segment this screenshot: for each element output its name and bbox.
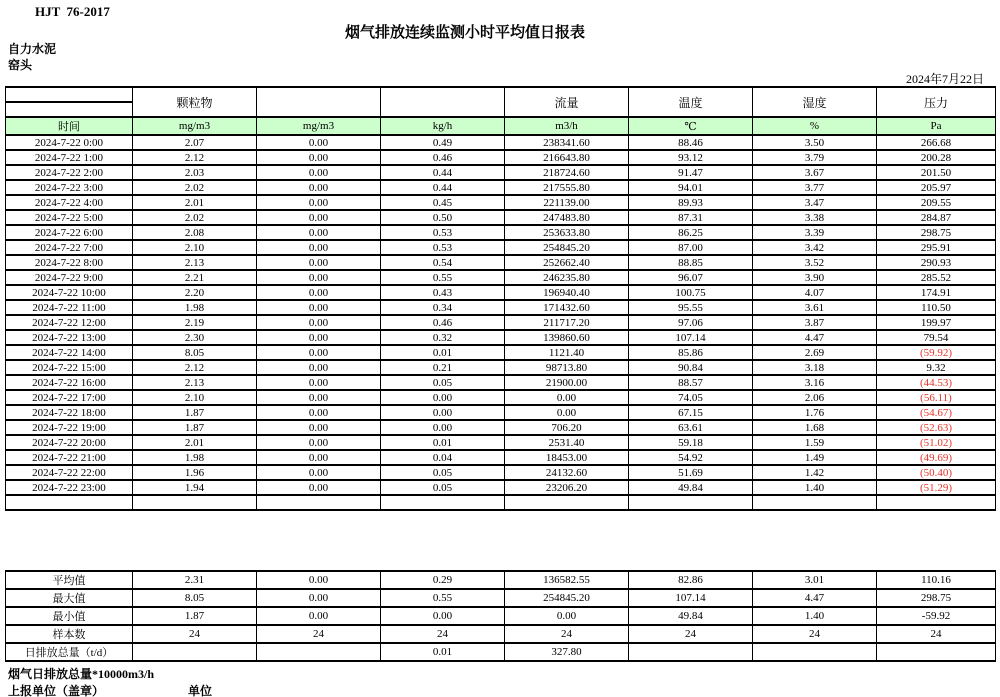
company-name: 自力水泥 <box>8 42 57 56</box>
data-cell: 0.00 <box>505 405 629 420</box>
data-cell: 2.13 <box>133 375 257 390</box>
data-cell: 253633.80 <box>505 225 629 240</box>
table-row <box>6 165 996 180</box>
summary-value-cell: 49.84 <box>629 607 753 625</box>
summary-value-cell: 110.16 <box>877 571 996 589</box>
table-row <box>6 330 996 345</box>
group-header-cell: 压力 <box>877 87 996 117</box>
summary-row <box>6 607 996 625</box>
data-cell: 0.54 <box>381 255 505 270</box>
data-cell: (49.69) <box>877 450 996 465</box>
data-cell <box>629 495 753 510</box>
summary-value-cell: 0.00 <box>381 607 505 625</box>
data-cell: 0.04 <box>381 450 505 465</box>
table-row <box>6 495 996 510</box>
group-header-cell: 湿度 <box>753 87 877 117</box>
summary-label-cell: 最小值 <box>6 607 133 625</box>
table-row <box>6 240 996 255</box>
data-cell <box>505 495 629 510</box>
data-cell: 0.00 <box>257 165 381 180</box>
summary-row <box>6 625 996 643</box>
time-cell: 2024-7-22 1:00 <box>6 150 133 165</box>
table-row <box>6 270 996 285</box>
summary-label-cell: 最大值 <box>6 589 133 607</box>
time-cell: 2024-7-22 3:00 <box>6 180 133 195</box>
unit-cell: ℃ <box>629 117 753 135</box>
summary-value-cell: 136582.55 <box>505 571 629 589</box>
data-cell: 218724.60 <box>505 165 629 180</box>
data-cell: 85.86 <box>629 345 753 360</box>
data-cell: 67.15 <box>629 405 753 420</box>
data-cell: 174.91 <box>877 285 996 300</box>
data-cell: (50.40) <box>877 465 996 480</box>
data-cell: 0.45 <box>381 195 505 210</box>
data-cell: 93.12 <box>629 150 753 165</box>
data-cell: 0.46 <box>381 315 505 330</box>
summary-value-cell: 0.01 <box>381 643 505 661</box>
data-cell: 0.00 <box>381 420 505 435</box>
table-row <box>6 285 996 300</box>
data-cell: 252662.40 <box>505 255 629 270</box>
summary-value-cell: -59.92 <box>877 607 996 625</box>
data-cell: 2.03 <box>133 165 257 180</box>
time-cell: 2024-7-22 15:00 <box>6 360 133 375</box>
data-cell: 90.84 <box>629 360 753 375</box>
time-cell: 2024-7-22 11:00 <box>6 300 133 315</box>
data-cell: 2.10 <box>133 390 257 405</box>
summary-value-cell: 298.75 <box>877 589 996 607</box>
table-row <box>6 450 996 465</box>
data-cell: 0.00 <box>257 345 381 360</box>
data-cell: 706.20 <box>505 420 629 435</box>
data-cell: 2.13 <box>133 255 257 270</box>
data-cell: 88.46 <box>629 135 753 150</box>
summary-value-cell: 24 <box>133 625 257 643</box>
time-cell: 2024-7-22 5:00 <box>6 210 133 225</box>
data-cell: 254845.20 <box>505 240 629 255</box>
data-cell: 2.30 <box>133 330 257 345</box>
data-cell: 201.50 <box>877 165 996 180</box>
time-cell: 2024-7-22 0:00 <box>6 135 133 150</box>
data-cell: 3.47 <box>753 195 877 210</box>
data-cell: 8.05 <box>133 345 257 360</box>
data-cell: 91.47 <box>629 165 753 180</box>
table-row <box>6 195 996 210</box>
data-cell: 211717.20 <box>505 315 629 330</box>
data-cell: 266.68 <box>877 135 996 150</box>
data-cell: 2.69 <box>753 345 877 360</box>
time-cell: 2024-7-22 17:00 <box>6 390 133 405</box>
data-cell: 3.90 <box>753 270 877 285</box>
data-cell: 2.02 <box>133 180 257 195</box>
data-cell: 0.00 <box>257 225 381 240</box>
summary-value-cell <box>877 643 996 661</box>
data-cell: 0.00 <box>257 240 381 255</box>
summary-value-cell <box>257 643 381 661</box>
time-cell: 2024-7-22 6:00 <box>6 225 133 240</box>
unit-cell: kg/h <box>381 117 505 135</box>
table-row <box>6 315 996 330</box>
summary-value-cell: 1.87 <box>133 607 257 625</box>
time-cell: 2024-7-22 19:00 <box>6 420 133 435</box>
data-cell: 1.98 <box>133 450 257 465</box>
data-cell: 199.97 <box>877 315 996 330</box>
data-cell: 0.05 <box>381 480 505 495</box>
data-cell: 221139.00 <box>505 195 629 210</box>
data-cell: 100.75 <box>629 285 753 300</box>
hourly-data-table <box>5 86 996 511</box>
data-cell: 0.00 <box>257 210 381 225</box>
data-cell: 0.00 <box>257 375 381 390</box>
data-cell: 285.52 <box>877 270 996 285</box>
data-cell: 0.49 <box>381 135 505 150</box>
data-cell: 98713.80 <box>505 360 629 375</box>
report-date: 2024年7月22日 <box>905 72 984 86</box>
time-cell: 2024-7-22 2:00 <box>6 165 133 180</box>
summary-value-cell: 8.05 <box>133 589 257 607</box>
time-cell: 2024-7-22 21:00 <box>6 450 133 465</box>
data-cell: 0.53 <box>381 240 505 255</box>
time-header-cell: 时间 <box>6 117 133 135</box>
data-cell: 88.85 <box>629 255 753 270</box>
data-cell: 0.00 <box>257 315 381 330</box>
data-cell: 88.57 <box>629 375 753 390</box>
data-cell: 96.07 <box>629 270 753 285</box>
table-row <box>6 465 996 480</box>
data-cell: 0.00 <box>257 180 381 195</box>
summary-row <box>6 571 996 589</box>
data-cell: 0.46 <box>381 150 505 165</box>
data-cell: 0.55 <box>381 270 505 285</box>
data-cell: 0.00 <box>257 255 381 270</box>
summary-value-cell: 0.00 <box>257 607 381 625</box>
data-cell: 3.38 <box>753 210 877 225</box>
data-cell: 196940.40 <box>505 285 629 300</box>
data-cell: 0.00 <box>257 330 381 345</box>
summary-value-cell: 327.80 <box>505 643 629 661</box>
data-cell: 0.44 <box>381 165 505 180</box>
summary-value-cell: 107.14 <box>629 589 753 607</box>
summary-value-cell: 24 <box>505 625 629 643</box>
data-cell: 97.06 <box>629 315 753 330</box>
data-cell: 0.32 <box>381 330 505 345</box>
data-cell: 0.00 <box>257 135 381 150</box>
data-cell: 0.00 <box>257 150 381 165</box>
header-cell-empty <box>6 87 133 102</box>
data-cell: 21900.00 <box>505 375 629 390</box>
data-cell: (51.29) <box>877 480 996 495</box>
data-cell: 0.00 <box>257 405 381 420</box>
time-cell: 2024-7-22 12:00 <box>6 315 133 330</box>
summary-value-cell: 24 <box>257 625 381 643</box>
data-cell: 0.00 <box>257 450 381 465</box>
data-cell: 89.93 <box>629 195 753 210</box>
unit-cell: mg/m3 <box>133 117 257 135</box>
unit-label: 单位 <box>188 684 213 697</box>
table-row <box>6 390 996 405</box>
data-cell: 205.97 <box>877 180 996 195</box>
data-cell <box>753 495 877 510</box>
summary-value-cell: 1.40 <box>753 607 877 625</box>
data-cell <box>257 495 381 510</box>
data-cell: 2.12 <box>133 150 257 165</box>
data-cell: 139860.60 <box>505 330 629 345</box>
data-cell: 216643.80 <box>505 150 629 165</box>
data-cell: 87.31 <box>629 210 753 225</box>
unit-cell: mg/m3 <box>257 117 381 135</box>
summary-value-cell <box>133 643 257 661</box>
summary-value-cell: 3.01 <box>753 571 877 589</box>
summary-label-cell: 日排放总量（t/d） <box>6 643 133 661</box>
data-cell: 0.00 <box>505 390 629 405</box>
data-cell: 284.87 <box>877 210 996 225</box>
data-cell: 110.50 <box>877 300 996 315</box>
header-cell-empty <box>6 102 133 117</box>
data-cell: 0.00 <box>257 270 381 285</box>
data-cell: 0.00 <box>381 405 505 420</box>
table-row <box>6 180 996 195</box>
data-cell: 3.87 <box>753 315 877 330</box>
data-cell: 3.67 <box>753 165 877 180</box>
data-cell: 0.21 <box>381 360 505 375</box>
time-cell: 2024-7-22 23:00 <box>6 480 133 495</box>
unit-cell: m3/h <box>505 117 629 135</box>
data-cell: 1.68 <box>753 420 877 435</box>
table-row <box>6 210 996 225</box>
summary-value-cell: 0.00 <box>505 607 629 625</box>
data-cell: 0.00 <box>257 195 381 210</box>
table-row <box>6 225 996 240</box>
data-cell: 2.21 <box>133 270 257 285</box>
table-row <box>6 405 996 420</box>
time-cell: 2024-7-22 20:00 <box>6 435 133 450</box>
summary-row <box>6 643 996 661</box>
time-cell: 2024-7-22 7:00 <box>6 240 133 255</box>
data-cell: 0.53 <box>381 225 505 240</box>
data-cell: 2.01 <box>133 195 257 210</box>
data-cell: 2531.40 <box>505 435 629 450</box>
data-cell: 3.42 <box>753 240 877 255</box>
unit-cell: % <box>753 117 877 135</box>
signature-row <box>8 682 608 697</box>
data-cell: 79.54 <box>877 330 996 345</box>
summary-value-cell <box>629 643 753 661</box>
data-cell: 107.14 <box>629 330 753 345</box>
time-cell <box>6 495 133 510</box>
data-cell: 74.05 <box>629 390 753 405</box>
data-cell: 3.39 <box>753 225 877 240</box>
summary-label-cell: 样本数 <box>6 625 133 643</box>
data-cell: 298.75 <box>877 225 996 240</box>
data-cell: 246235.80 <box>505 270 629 285</box>
table-row <box>6 360 996 375</box>
data-cell: 3.61 <box>753 300 877 315</box>
data-cell: 0.05 <box>381 375 505 390</box>
data-cell: 0.01 <box>381 435 505 450</box>
data-cell: 4.07 <box>753 285 877 300</box>
data-cell: (59.92) <box>877 345 996 360</box>
data-cell: 54.92 <box>629 450 753 465</box>
data-cell: 3.77 <box>753 180 877 195</box>
data-cell: 2.10 <box>133 240 257 255</box>
data-cell: 87.00 <box>629 240 753 255</box>
data-cell: 0.01 <box>381 345 505 360</box>
data-cell: 3.52 <box>753 255 877 270</box>
summary-table <box>5 570 996 662</box>
data-cell: 0.00 <box>257 465 381 480</box>
table-row <box>6 300 996 315</box>
data-cell: 9.32 <box>877 360 996 375</box>
group-header-cell: 流量 <box>505 87 629 117</box>
data-cell: 24132.60 <box>505 465 629 480</box>
time-cell: 2024-7-22 18:00 <box>6 405 133 420</box>
table-row <box>6 255 996 270</box>
data-cell: 295.91 <box>877 240 996 255</box>
data-cell: 209.55 <box>877 195 996 210</box>
data-cell: 2.08 <box>133 225 257 240</box>
summary-value-cell: 24 <box>629 625 753 643</box>
data-cell: 3.16 <box>753 375 877 390</box>
data-cell: 0.34 <box>381 300 505 315</box>
data-cell: 95.55 <box>629 300 753 315</box>
data-cell: 1.94 <box>133 480 257 495</box>
data-cell: 2.19 <box>133 315 257 330</box>
group-header-cell <box>257 87 381 117</box>
data-cell <box>133 495 257 510</box>
summary-value-cell: 0.29 <box>381 571 505 589</box>
data-cell <box>381 495 505 510</box>
data-cell: 3.50 <box>753 135 877 150</box>
time-cell: 2024-7-22 16:00 <box>6 375 133 390</box>
unit-cell: Pa <box>877 117 996 135</box>
data-cell: 0.50 <box>381 210 505 225</box>
summary-value-cell: 0.00 <box>257 571 381 589</box>
summary-row <box>6 589 996 607</box>
data-cell: 2.02 <box>133 210 257 225</box>
table-row <box>6 435 996 450</box>
standard-code: HJT 76-2017 <box>35 4 110 19</box>
summary-value-cell: 2.31 <box>133 571 257 589</box>
data-cell: 1.76 <box>753 405 877 420</box>
time-cell: 2024-7-22 13:00 <box>6 330 133 345</box>
table-row <box>6 375 996 390</box>
group-header-cell: 温度 <box>629 87 753 117</box>
table-row <box>6 420 996 435</box>
table-row <box>6 345 996 360</box>
data-cell: 0.00 <box>257 390 381 405</box>
data-cell: 1.59 <box>753 435 877 450</box>
data-cell: 1.98 <box>133 300 257 315</box>
data-cell: 2.20 <box>133 285 257 300</box>
data-cell: 1121.40 <box>505 345 629 360</box>
time-cell: 2024-7-22 9:00 <box>6 270 133 285</box>
summary-label-cell: 平均值 <box>6 571 133 589</box>
table-row <box>6 135 996 150</box>
data-cell: (54.67) <box>877 405 996 420</box>
summary-value-cell: 4.47 <box>753 589 877 607</box>
data-cell: 2.06 <box>753 390 877 405</box>
data-cell: 2.01 <box>133 435 257 450</box>
data-cell <box>877 495 996 510</box>
report-title: 烟气排放连续监测小时平均值日报表 <box>344 25 585 41</box>
time-cell: 2024-7-22 8:00 <box>6 255 133 270</box>
data-cell: 49.84 <box>629 480 753 495</box>
data-cell: 3.18 <box>753 360 877 375</box>
summary-value-cell: 0.00 <box>257 589 381 607</box>
data-cell: 0.00 <box>257 435 381 450</box>
data-cell: 0.43 <box>381 285 505 300</box>
table-row <box>6 150 996 165</box>
data-cell: 217555.80 <box>505 180 629 195</box>
data-cell: (56.11) <box>877 390 996 405</box>
data-cell: (44.53) <box>877 375 996 390</box>
summary-value-cell: 24 <box>877 625 996 643</box>
data-cell: (52.63) <box>877 420 996 435</box>
time-cell: 2024-7-22 10:00 <box>6 285 133 300</box>
data-cell: 51.69 <box>629 465 753 480</box>
data-cell: 200.28 <box>877 150 996 165</box>
summary-value-cell: 0.55 <box>381 589 505 607</box>
data-cell: 171432.60 <box>505 300 629 315</box>
time-cell: 2024-7-22 4:00 <box>6 195 133 210</box>
data-cell: 0.05 <box>381 465 505 480</box>
time-cell: 2024-7-22 22:00 <box>6 465 133 480</box>
data-cell: 2.07 <box>133 135 257 150</box>
report-unit-label: 上报单位（盖章） <box>8 684 105 697</box>
summary-value-cell <box>753 643 877 661</box>
data-cell: 0.00 <box>257 360 381 375</box>
data-cell: 238341.60 <box>505 135 629 150</box>
data-cell: 0.00 <box>257 480 381 495</box>
data-cell: 2.12 <box>133 360 257 375</box>
data-cell: 4.47 <box>753 330 877 345</box>
data-cell: 59.18 <box>629 435 753 450</box>
data-cell: 0.00 <box>257 285 381 300</box>
unit-header-row <box>6 117 996 135</box>
data-cell: 1.42 <box>753 465 877 480</box>
summary-value-cell: 24 <box>381 625 505 643</box>
data-cell: 63.61 <box>629 420 753 435</box>
data-cell: 1.49 <box>753 450 877 465</box>
time-cell: 2024-7-22 14:00 <box>6 345 133 360</box>
data-cell: 0.00 <box>381 390 505 405</box>
data-cell: 94.01 <box>629 180 753 195</box>
data-cell: 247483.80 <box>505 210 629 225</box>
summary-value-cell: 254845.20 <box>505 589 629 607</box>
data-cell: 0.00 <box>257 300 381 315</box>
data-cell: 290.93 <box>877 255 996 270</box>
data-cell: 1.87 <box>133 420 257 435</box>
table-row <box>6 480 996 495</box>
data-cell: 1.40 <box>753 480 877 495</box>
data-cell: (51.02) <box>877 435 996 450</box>
data-cell: 18453.00 <box>505 450 629 465</box>
group-header-cell: 颗粒物 <box>133 87 257 117</box>
footnote-total: 烟气日排放总量*10000m3/h <box>8 667 155 681</box>
data-cell: 86.25 <box>629 225 753 240</box>
group-header-cell <box>381 87 505 117</box>
data-cell: 23206.20 <box>505 480 629 495</box>
station-name: 窑头 <box>8 58 33 72</box>
data-cell: 1.87 <box>133 405 257 420</box>
summary-value-cell: 24 <box>753 625 877 643</box>
data-cell: 1.96 <box>133 465 257 480</box>
data-cell: 0.44 <box>381 180 505 195</box>
data-cell: 0.00 <box>257 420 381 435</box>
data-cell: 3.79 <box>753 150 877 165</box>
summary-value-cell: 82.86 <box>629 571 753 589</box>
